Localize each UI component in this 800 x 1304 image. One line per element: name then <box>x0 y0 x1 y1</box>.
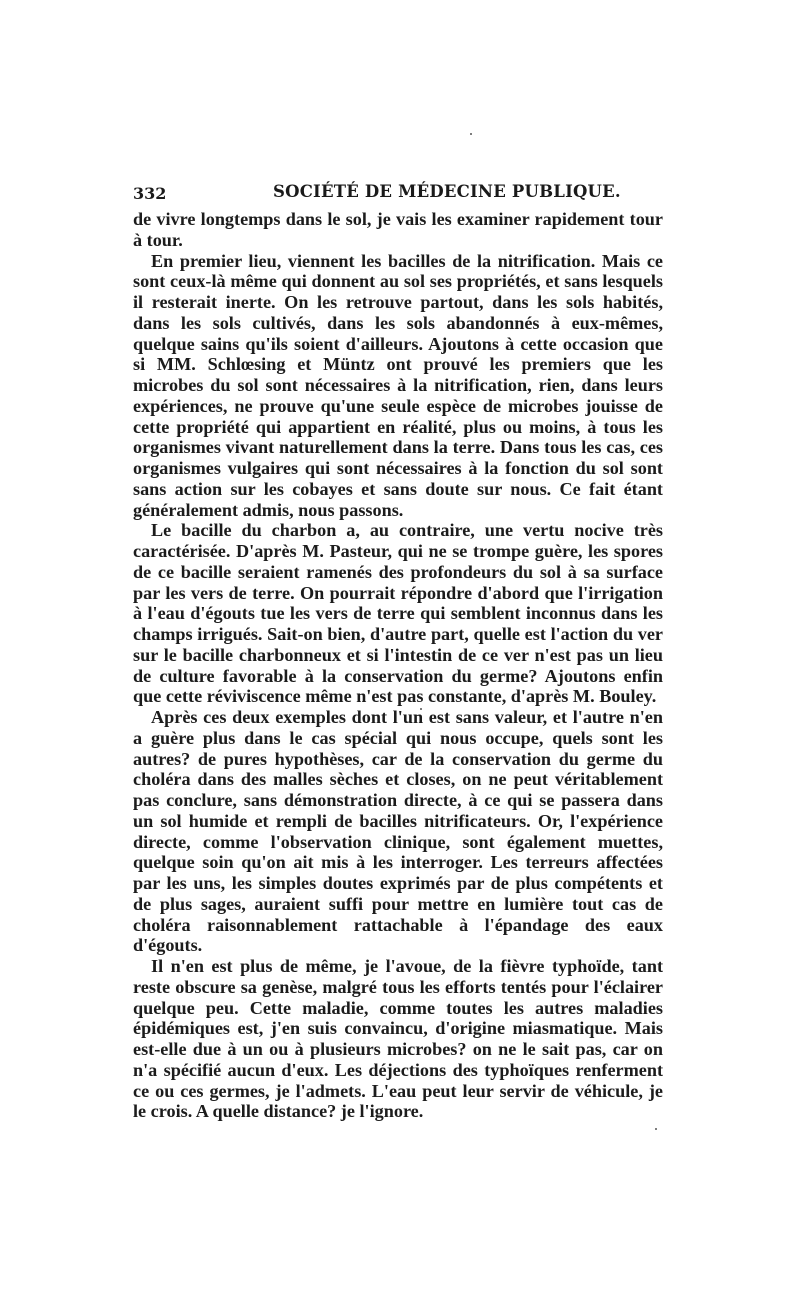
paragraph: de vivre longtemps dans le sol, je vais les examiner rapidement tour à tour. <box>133 209 663 250</box>
page-number: 332 <box>133 184 167 203</box>
page-header <box>133 182 663 208</box>
print-speck <box>470 133 472 135</box>
paragraph: En premier lieu, viennent les bacilles de la nitrification. Mais ce sont ceux-là même qui donnent au sol ses propriétés, et sans lesquels il resterait inerte. On les retrouve partout, dans les sols habités, dans les sols cultivés, dans les sols abandonnés à eux-mêmes, quelque sains qu'ils soient d'ailleurs. Ajoutons à cette occasion que si MM. Schlœsing et Müntz ont prouvé les premiers que les microbes du sol sont nécessaires à la nitrification, rien, dans leurs expériences, ne prouve qu'une seule espèce de microbes jouisse de cette propriété qui appartient en réalité, plus ou moins, à tous les organismes vivant naturellement dans la terre. Dans tous les cas, ces organismes vulgaires qui sont nécessaires à la fonction du sol sont sans action sur les cobayes et sans doute sur nous. Ce fait étant généralement admis, nous passons. <box>133 250 663 520</box>
paragraph: Il n'en est plus de même, je l'avoue, de la fièvre typhoïde, tant reste obscure sa genèse, malgré tous les efforts tentés pour l'éclairer quelque peu. Cette maladie, comme toutes les autres maladies épidémiques est, j'en suis convaincu, d'origine miasmatique. Mais est-elle due à un ou à plusieurs microbes? on ne le sait pas, car on n'a spécifié aucun d'eux. Les déjections des typhoïques renferment ce ou ces germes, je l'admets. L'eau peut leur servir de véhicule, je le crois. A quelle distance? je l'ignore. <box>133 956 663 1122</box>
body-text <box>133 209 663 1122</box>
print-speck <box>655 1128 657 1130</box>
running-title: SOCIÉTÉ DE MÉDECINE PUBLIQUE. <box>273 182 621 201</box>
paragraph: Après ces deux exemples dont l'un est sans valeur, et l'autre n'en a guère plus dans le cas spécial qui nous occupe, quels sont les autres? de pures hypothèses, car de la conservation du germe du choléra dans des malles sèches et closes, on ne peut véritablement pas conclure, sans démonstration directe, à ce qui se passera dans un sol humide et rempli de bacilles nitrificateurs. Or, l'expérience directe, comme l'observation clinique, sont également muettes, quelque soin qu'on ait mis à les interroger. Les terreurs affectées par les uns, les simples doutes exprimés par de plus compétents et de plus sages, auraient suffi pour mettre en lumière tout cas de choléra raisonnablement rattachable à l'épandage des eaux d'égouts. <box>133 707 663 956</box>
paragraph: Le bacille du charbon a, au contraire, une vertu nocive très caractérisée. D'après M. Pasteur, qui ne se trompe guère, les spores de ce bacille seraient ramenés des profondeurs du sol à sa surface par les vers de terre. On pourrait répondre d'abord que l'irrigation à l'eau d'égouts tue les vers de terre qui semblent inconnus dans les champs irrigués. Sait-on bien, d'autre part, quelle est l'action du ver sur le bacille charbonneux et si l'intestin de ce ver n'est pas un lieu de culture favorable à la conservation du germe? Ajoutons enfin que cette réviviscence même n'est pas constante, d'après M. Bouley. <box>133 520 663 707</box>
